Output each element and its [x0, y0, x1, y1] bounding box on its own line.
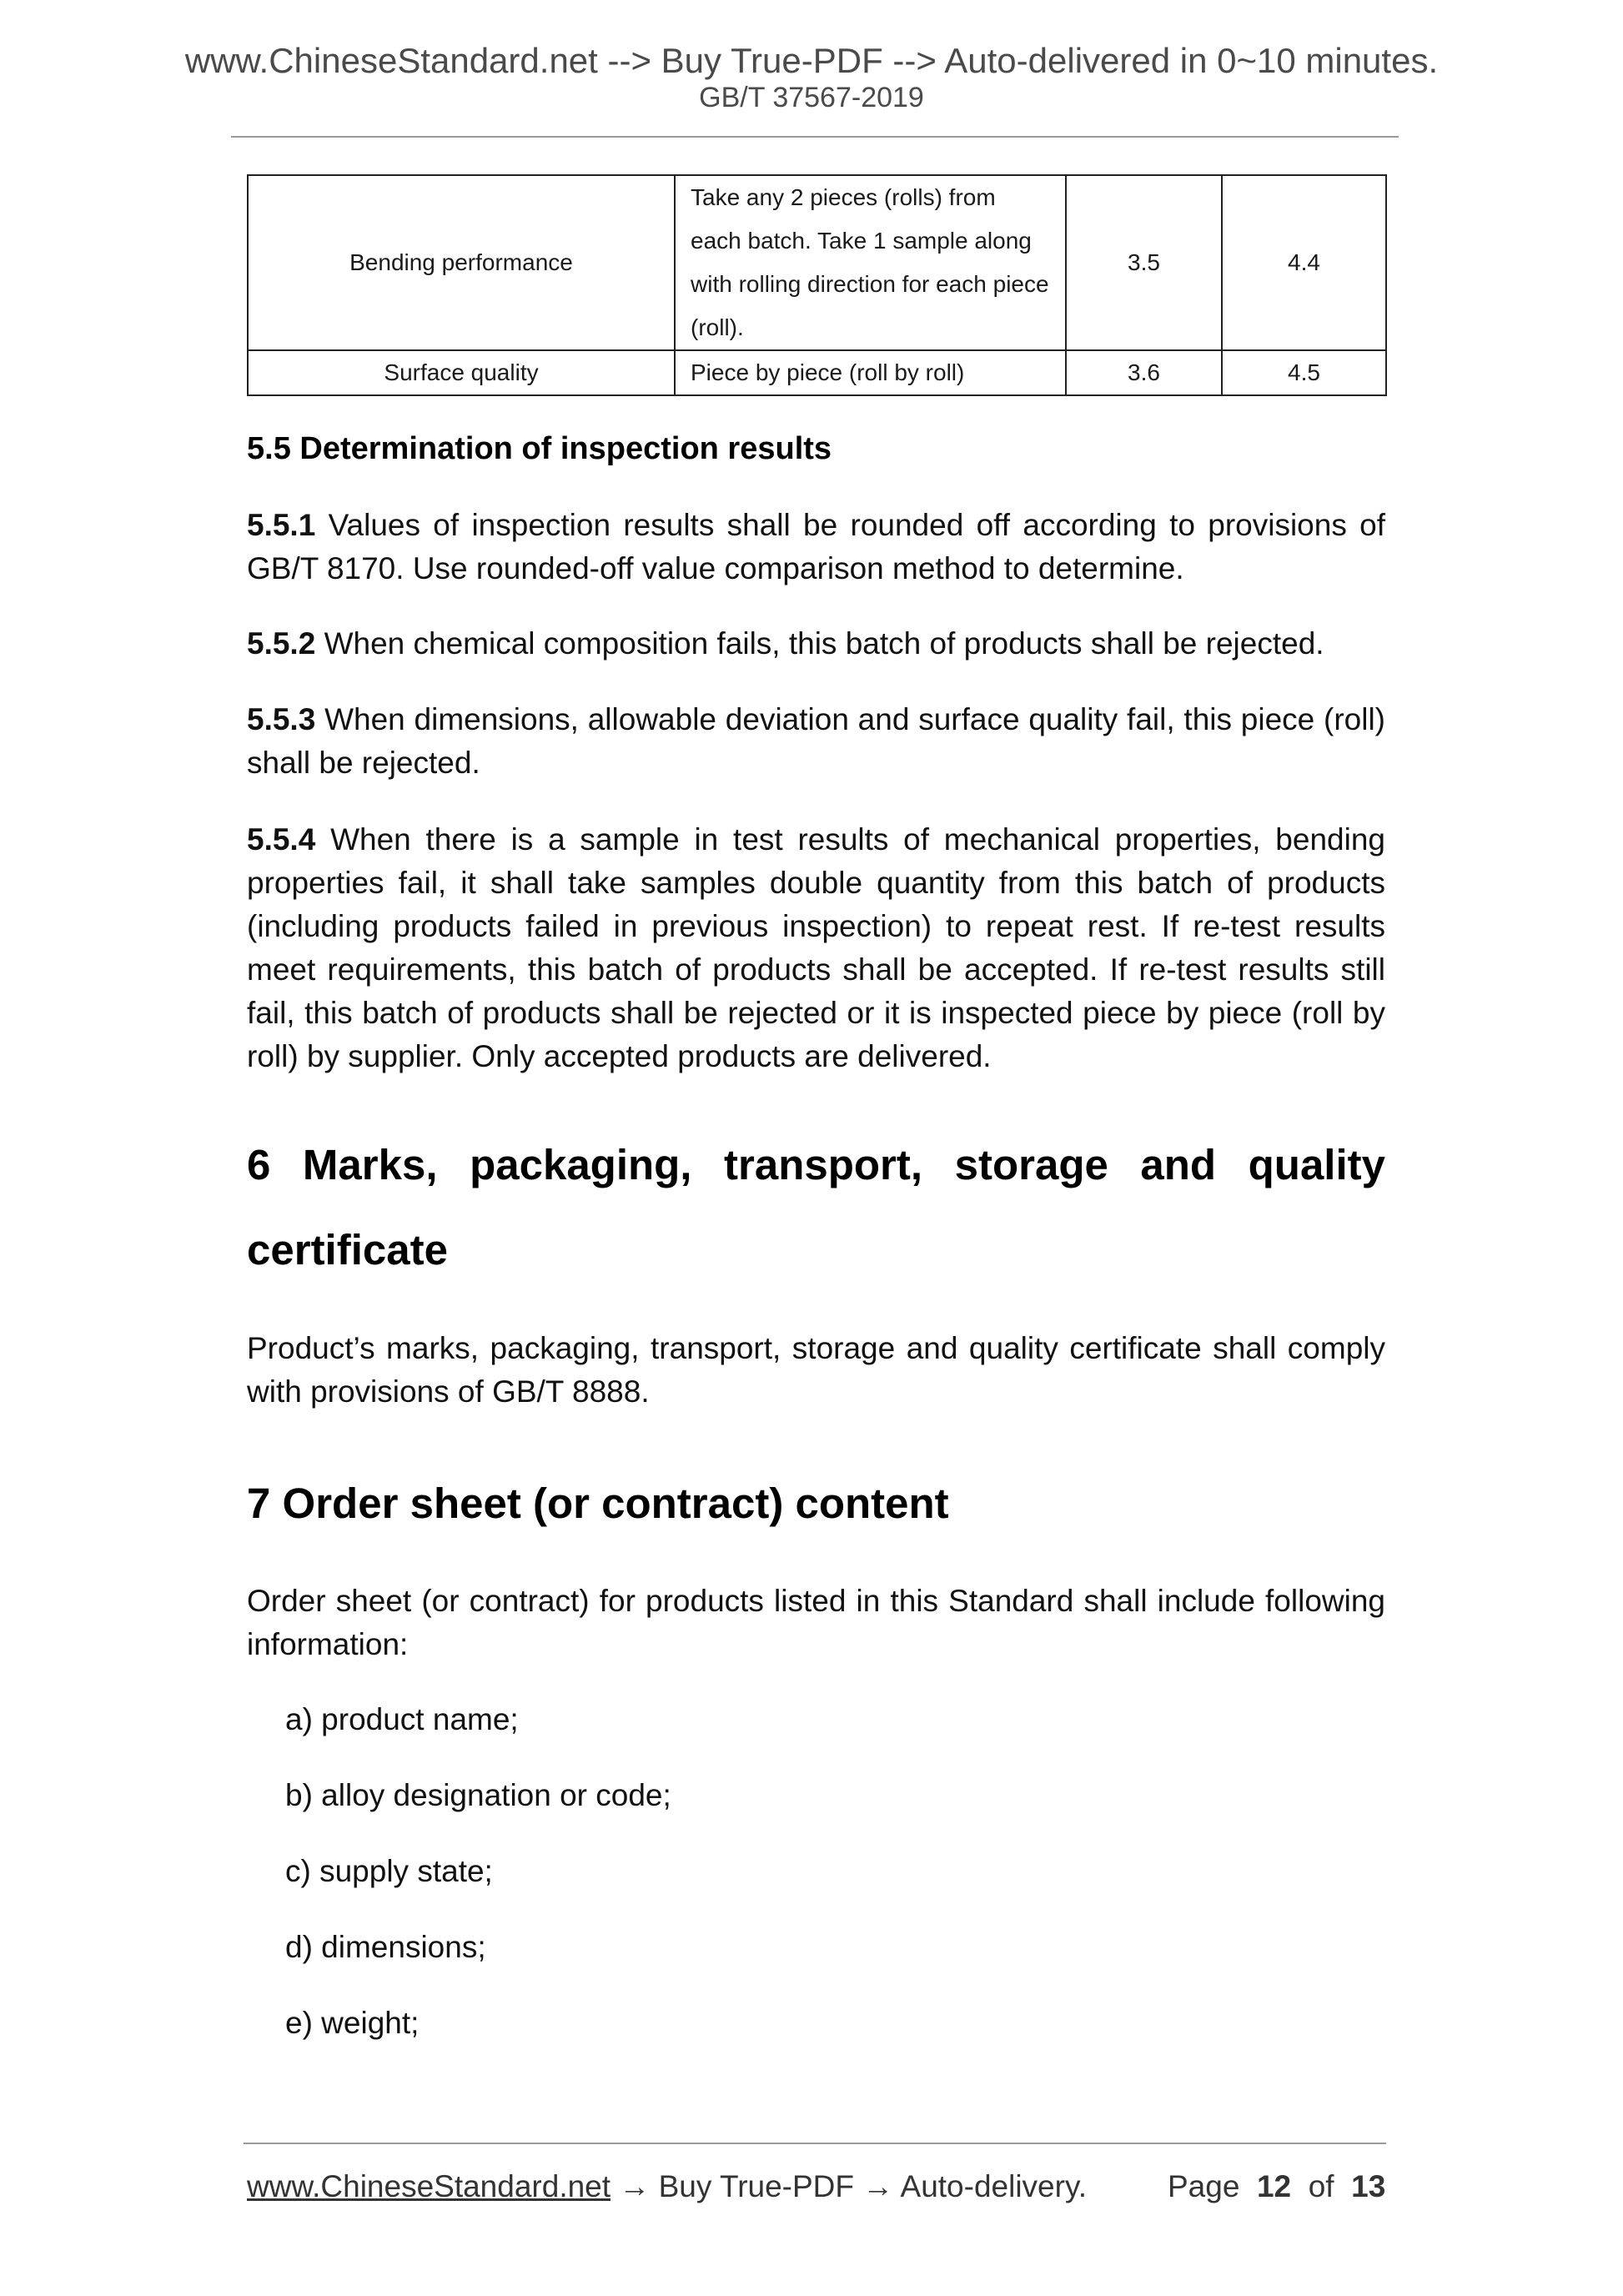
- header-divider: [231, 136, 1399, 138]
- cell-test-method-clause: 4.5: [1222, 350, 1386, 395]
- section-5-5-heading-wrap: [247, 427, 1385, 470]
- section-6-body: Product’s marks, packaging, transport, storage and quality certificate shall comply with provisions of GB/T 8888.: [247, 1331, 1385, 1409]
- clause-5-5-3: [247, 698, 1385, 785]
- section-7-body-wrap: [247, 1580, 1385, 1666]
- cell-requirement-clause: 3.6: [1066, 350, 1222, 395]
- cell-test-method-clause: 4.4: [1222, 175, 1386, 350]
- section-6-body-wrap: [247, 1327, 1385, 1414]
- cell-sampling: Piece by piece (roll by roll): [675, 350, 1066, 395]
- of-label: of: [1308, 2169, 1334, 2203]
- header-banner: www.ChineseStandard.net --> Buy True-PDF --> Auto-delivered in 0~10 minutes.: [184, 41, 1439, 80]
- total-pages: 13: [1351, 2169, 1386, 2203]
- cell-item: Surface quality: [248, 350, 675, 395]
- section-6-heading: 6 Marks, packaging, transport, storage and quality certificate: [247, 1141, 1385, 1274]
- clause-number: 5.5.1: [247, 508, 316, 542]
- clause-5-5-4: [247, 818, 1385, 1078]
- clause-5-5-1: [247, 504, 1385, 590]
- clause-text: When chemical composition fails, this batch of products shall be rejected.: [315, 626, 1324, 661]
- list-item: d) dimensions;: [285, 1930, 486, 1964]
- footer-link-group: [247, 2165, 1087, 2208]
- list-item: a) product name;: [285, 1702, 519, 1736]
- table-row: [248, 350, 1386, 395]
- section-7-heading: 7 Order sheet (or contract) content: [247, 1480, 949, 1527]
- section-7-body: Order sheet (or contract) for products listed in this Standard shall include following information:: [247, 1584, 1385, 1661]
- current-page: 12: [1256, 2169, 1292, 2203]
- list-item: b) alloy designation or code;: [285, 1778, 671, 1812]
- clause-text: When there is a sample in test results of mechanical properties, bending properties fail, it shall take samples double quantity from this batch of products (including products failed in previous inspection) to repeat rest. If re-test results meet requirements, this batch of products shall be accepted. If re-test results still fail, this batch of products shall be rejected or it is inspected piece by piece (roll by roll) by supplier. Only accepted products are delivered.: [247, 822, 1385, 1073]
- page-label: Page: [1168, 2169, 1240, 2203]
- footer-divider: [244, 2143, 1386, 2144]
- footer-delivery-text: → Buy True-PDF → Auto-delivery.: [611, 2169, 1087, 2203]
- inspection-table: [247, 174, 1387, 396]
- table-row: [248, 175, 1386, 350]
- cell-sampling: Take any 2 pieces (rolls) from each batch. Take 1 sample along with rolling direction for each piece (roll).: [675, 175, 1066, 350]
- clause-number: 5.5.3: [247, 702, 316, 736]
- clause-number: 5.5.2: [247, 626, 316, 661]
- cell-item: Bending performance: [248, 175, 675, 350]
- clause-text: Values of inspection results shall be rounded off according to provisions of GB/T 8170. Use rounded-off value comparison method to determine.: [247, 508, 1385, 585]
- cell-requirement-clause: 3.5: [1066, 175, 1222, 350]
- page-number: [1168, 2165, 1385, 2208]
- list-item: e) weight;: [285, 2006, 420, 2040]
- list-item: c) supply state;: [285, 1854, 493, 1888]
- clause-text: When dimensions, allowable deviation and surface quality fail, this piece (roll) shall be rejected.: [247, 702, 1385, 780]
- clause-5-5-2: [247, 622, 1385, 666]
- section-6: [247, 1123, 1385, 1293]
- footer-site-link[interactable]: www.ChineseStandard.net: [247, 2169, 611, 2203]
- clause-number: 5.5.4: [247, 822, 316, 857]
- section-7: [247, 1476, 1385, 1531]
- document-id: GB/T 37567-2019: [699, 82, 924, 113]
- section-5-5-heading: 5.5 Determination of inspection results: [247, 431, 832, 466]
